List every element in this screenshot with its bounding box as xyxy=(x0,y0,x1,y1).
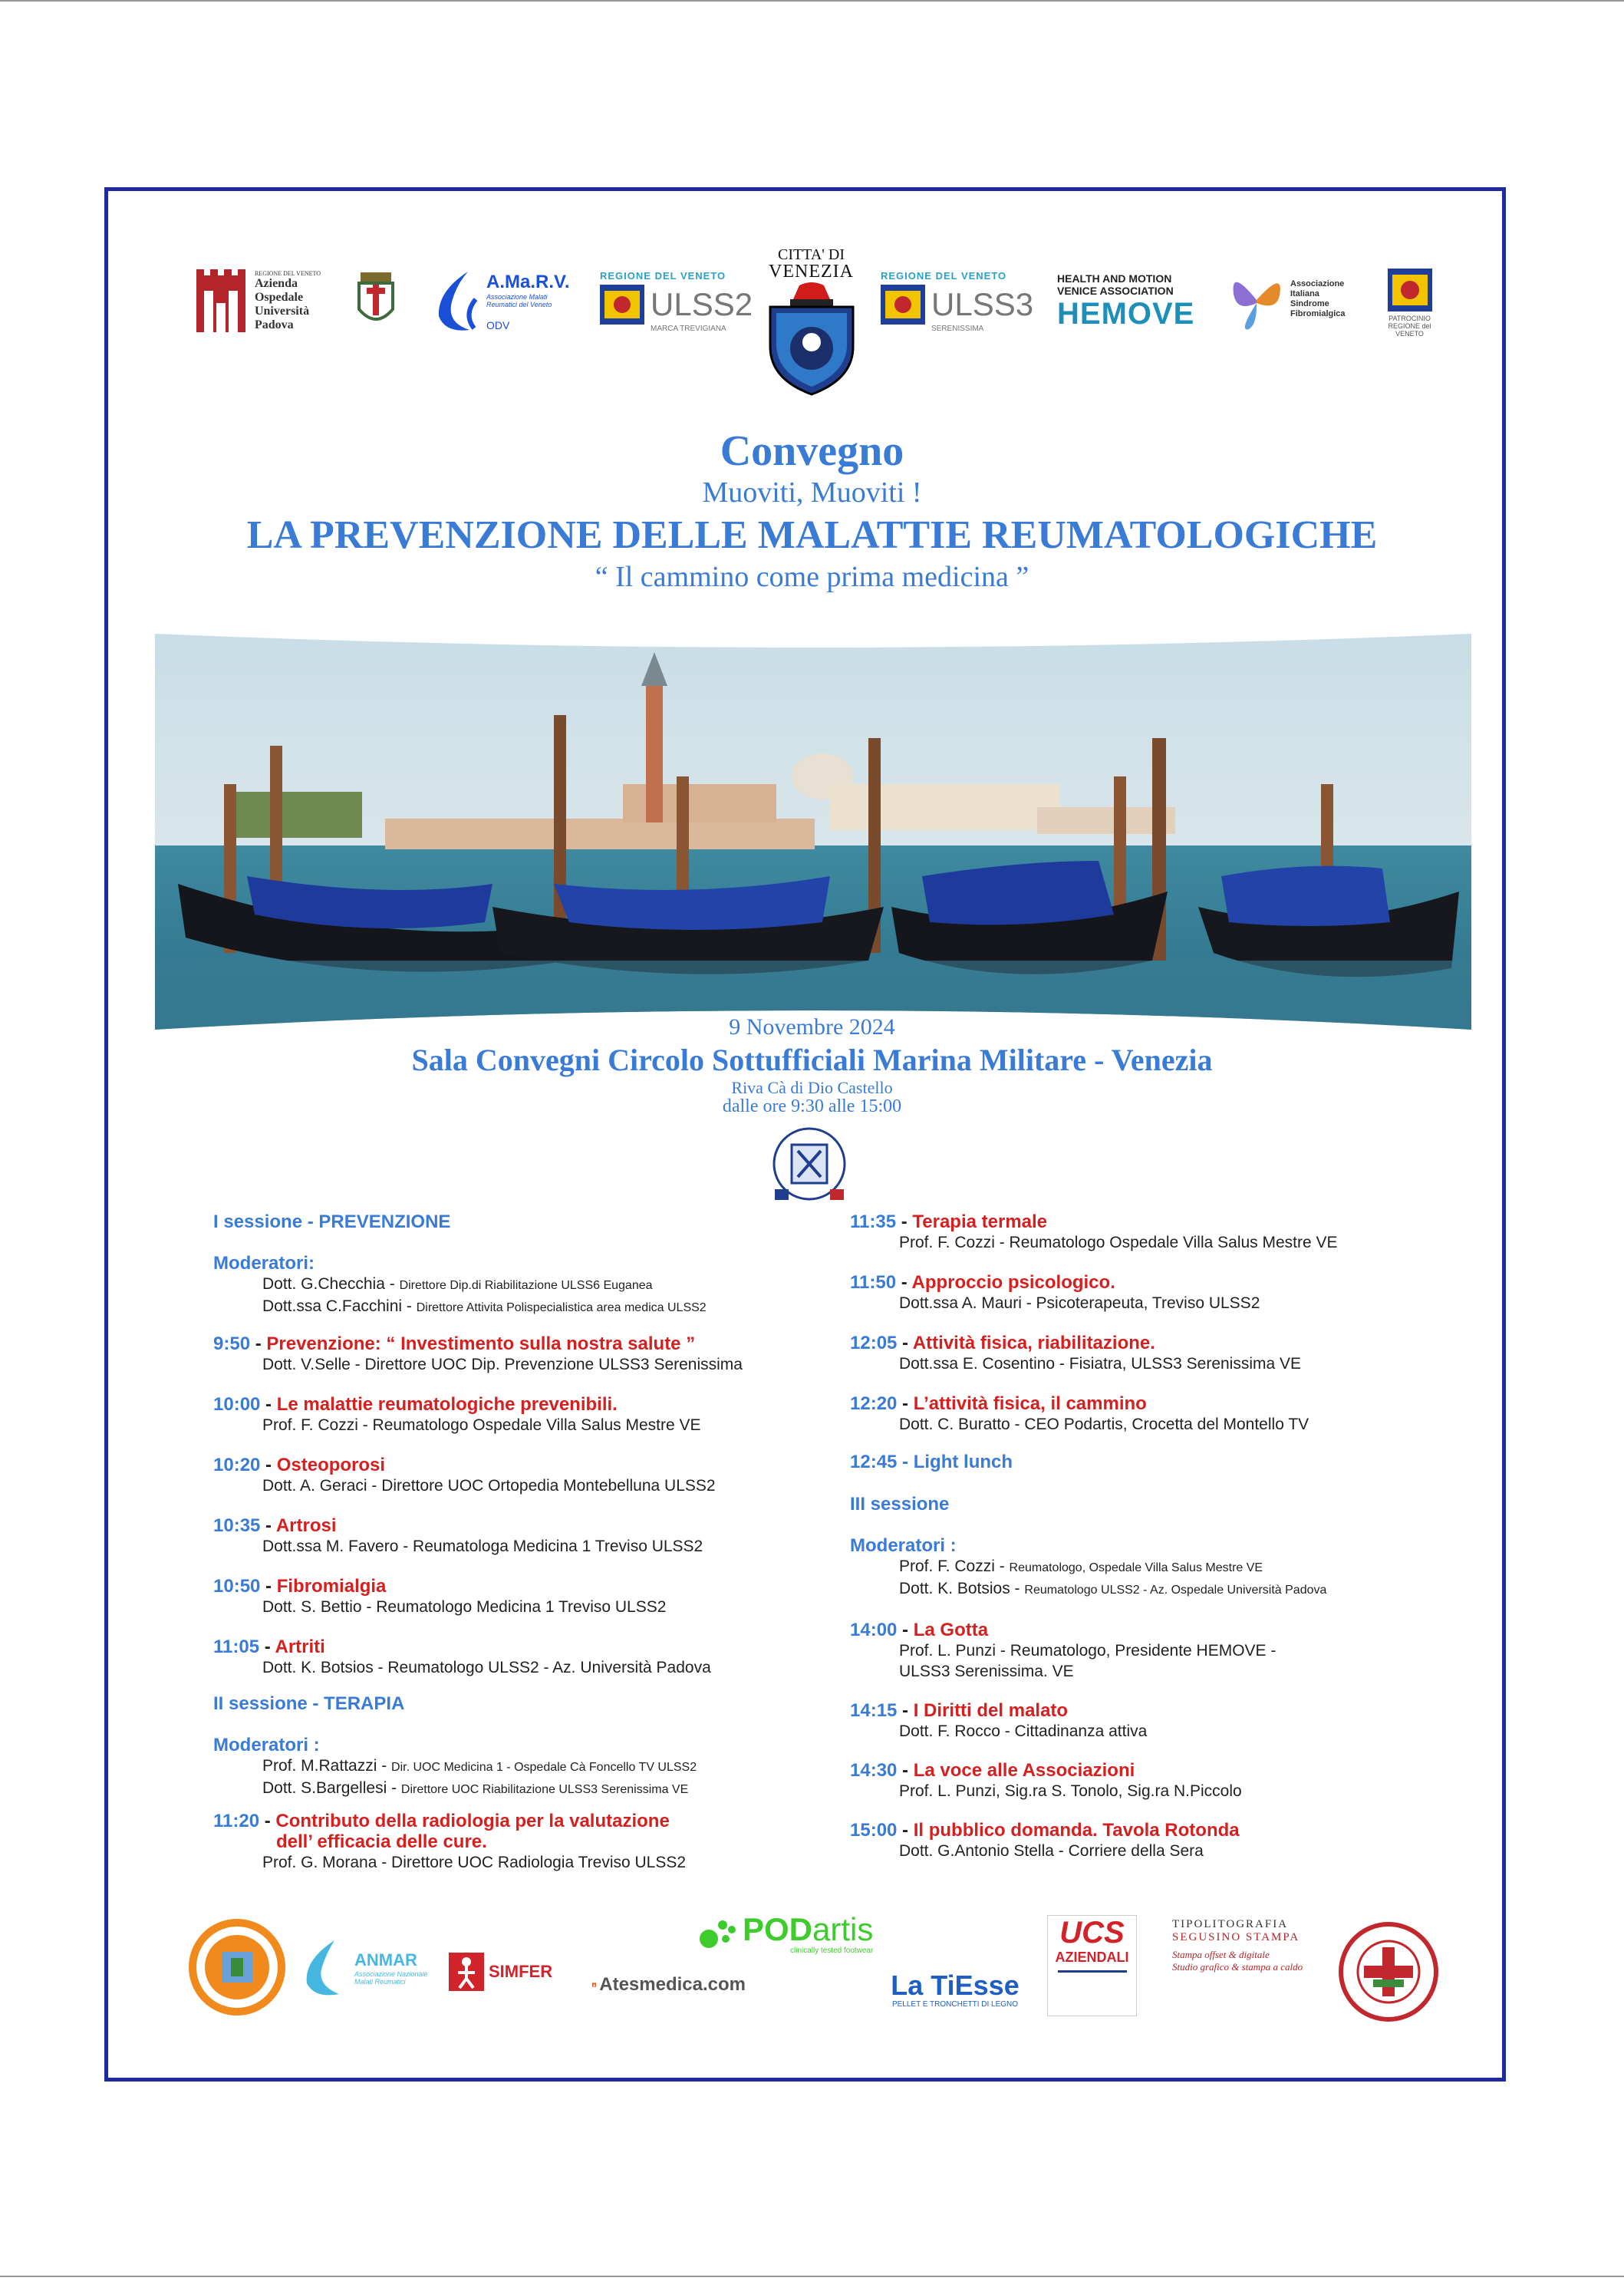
moderator-role: Reumatologo ULSS2 - Az. Ospedale Università Padova xyxy=(1024,1584,1327,1597)
dash: - xyxy=(259,1637,275,1657)
time: 9:50 xyxy=(213,1333,251,1354)
speaker: Prof. L. Punzi, Sig.ra S. Tonolo, Sig.ra N.Piccolo xyxy=(899,1782,1242,1800)
tipolitografia-logo xyxy=(1172,1918,1318,2010)
dash: - xyxy=(897,1820,914,1841)
lion-flag-icon xyxy=(600,285,644,325)
lion-flag-icon xyxy=(1388,269,1432,311)
time: 11:35 xyxy=(850,1211,897,1232)
ucs-aziendali-logo xyxy=(1047,1915,1137,2016)
dash: - xyxy=(897,1620,914,1640)
moderator-name: Dott. G.Checchia - xyxy=(262,1275,400,1293)
dash: - xyxy=(260,1455,277,1475)
azienda-ospedale-padova-logo xyxy=(184,265,330,338)
moderator-role: Reumatologo, Ospedale Villa Salus Mestre VE xyxy=(1009,1561,1263,1574)
topic: Le malattie reumatologiche prevenibili. xyxy=(276,1394,618,1415)
moderator-role: Direttore UOC Riabilitazione ULSS3 Serenissima VE xyxy=(400,1783,689,1796)
moderator-line xyxy=(850,1556,1456,1578)
moderator-line xyxy=(850,1578,1456,1600)
patrocinio-regione-logo xyxy=(1373,265,1446,341)
moderator-name: Dott. K. Botsios - xyxy=(899,1580,1025,1597)
program-item xyxy=(850,1211,1456,1232)
speaker: Dott.ssa E. Cosentino - Fisiatra, ULSS3 Serenissima VE xyxy=(899,1355,1302,1373)
ulss3-name: ULSS3 xyxy=(931,285,1034,322)
simfer-logo xyxy=(449,1949,583,1995)
hemove-logo xyxy=(1057,265,1195,338)
dash: - xyxy=(897,1393,914,1414)
amarv-title: A.Ma.R.V. xyxy=(486,271,570,292)
topic: La Gotta xyxy=(913,1620,989,1640)
padova-line: Azienda xyxy=(254,277,298,290)
topic: La voce alle Associazioni xyxy=(913,1760,1135,1781)
ordine-medici-padova-seal xyxy=(1336,1920,1441,2024)
anmar-sub: Associazione Nazionale Malati Reumatici xyxy=(354,1970,428,1986)
topic: Prevenzione: “ Investimento sulla nostra salute ” xyxy=(266,1333,696,1354)
topic: Osteoporosi xyxy=(276,1455,386,1475)
patrocinio-text: PATROCINIO REGIONE del VENETO xyxy=(1388,315,1431,338)
moderator-name: Prof. F. Cozzi - xyxy=(899,1557,1010,1575)
time: 11:50 xyxy=(850,1272,897,1293)
speaker: Dott.ssa A. Mauri - Psicoterapeuta, Treviso ULSS2 xyxy=(899,1294,1260,1312)
moderators-label: Moderatori : xyxy=(850,1535,957,1556)
dash: - xyxy=(896,1272,912,1293)
ulss3-region: REGIONE DEL VENETO xyxy=(881,269,1007,282)
dash: - xyxy=(897,1700,914,1721)
padova-line: Ospedale xyxy=(254,291,304,304)
ulss2-region: REGIONE DEL VENETO xyxy=(600,269,726,282)
event-venue: Sala Convegni Circolo Sottufficiali Marina Militare - Venezia xyxy=(411,1043,1213,1077)
event-date: 9 Novembre 2024 xyxy=(729,1014,895,1040)
dash: - xyxy=(897,1333,913,1353)
padova-region: REGIONE DEL VENETO xyxy=(254,270,321,277)
time: 12:20 xyxy=(850,1393,898,1414)
lion-flag-icon xyxy=(881,285,925,325)
simfer-name: SIMFER xyxy=(489,1962,553,1981)
tipo-line4: Studio grafico & stampa a caldo xyxy=(1172,1961,1303,1973)
tipo-line2: SEGUSINO STAMPA xyxy=(1172,1931,1300,1943)
program-item xyxy=(213,1811,796,1831)
program-item xyxy=(850,1700,1456,1721)
ulss2-sub: MARCA TREVIGIANA xyxy=(651,324,726,333)
podartis-artis: artis xyxy=(812,1910,874,1947)
time: 10:00 xyxy=(213,1394,261,1415)
podartis-sub: clinically tested footwear xyxy=(789,1946,874,1955)
butterfly-icon xyxy=(1226,263,1287,336)
dash: - xyxy=(260,1515,276,1536)
topic: Contributo della radiologia per la valutazione xyxy=(275,1811,670,1831)
time: 14:30 xyxy=(850,1760,898,1781)
topic: Fibromialgia xyxy=(276,1576,387,1597)
topic: dell’ efficacia delle cure. xyxy=(276,1831,487,1852)
time: 11:05 xyxy=(213,1637,260,1657)
time: 10:35 xyxy=(213,1515,261,1536)
tipo-line3: Stampa offset & digitale xyxy=(1172,1949,1270,1960)
time: 15:00 xyxy=(850,1820,898,1841)
amarv-logo xyxy=(430,265,583,338)
padova-line: Università xyxy=(254,305,310,318)
subtitle-quote: “ Il cammino come prima medicina ” xyxy=(595,561,1029,593)
topic: L’attività fisica, il cammino xyxy=(913,1393,1147,1414)
topic: Attività fisica, riabilitazione. xyxy=(912,1333,1155,1353)
ulss3-logo xyxy=(881,265,1034,338)
wave-icon xyxy=(298,1937,351,1999)
moderator-line xyxy=(213,1274,796,1296)
hemove-name: HEMOVE xyxy=(1057,296,1195,331)
speaker: Dott. G.Antonio Stella - Corriere della Sera xyxy=(899,1842,1204,1860)
citta-di-venezia-logo xyxy=(759,247,863,414)
program-item xyxy=(213,1455,796,1475)
la-tiesse-name: La TiEsse xyxy=(891,1969,1020,2001)
speaker: Dott. C. Buratto - CEO Podartis, Crocetta del Montello TV xyxy=(899,1416,1309,1433)
program-item xyxy=(213,1515,796,1536)
venezia-line1: CITTA' DI xyxy=(778,246,845,263)
program-left-column xyxy=(213,1211,796,1873)
program-item xyxy=(213,1333,796,1354)
aisf-sub: Associazione Italiana Sindrome Fibromialgica xyxy=(1290,279,1346,318)
program-item xyxy=(850,1820,1456,1841)
top-rule xyxy=(0,0,1624,2)
bottom-rule xyxy=(0,2276,1624,2277)
moderators-label: Moderatori: xyxy=(213,1253,315,1274)
convegno-title: Convegno xyxy=(720,427,904,475)
speaker: Prof. L. Punzi - Reumatologo, Presidente HEMOVE - xyxy=(899,1642,1276,1660)
moderator-name: Dott. S.Bargellesi - xyxy=(262,1779,401,1797)
session-1-title: I sessione - PREVENZIONE xyxy=(213,1211,451,1232)
moderator-line xyxy=(213,1296,796,1318)
light-lunch: 12:45 - Light lunch xyxy=(850,1452,1013,1472)
atesmedica-logo xyxy=(592,1970,746,1999)
time: 11:20 xyxy=(213,1811,260,1831)
program-right-column xyxy=(850,1211,1456,1861)
topic: I Diritti del malato xyxy=(913,1700,1069,1721)
dash: - xyxy=(259,1811,276,1831)
speaker: Dott. S. Bettio - Reumatologo Medicina 1 Treviso ULSS2 xyxy=(262,1598,667,1616)
topic-continuation xyxy=(213,1831,796,1852)
speaker: Prof. F. Cozzi - Reumatologo Ospedale Villa Salus Mestre VE xyxy=(899,1234,1338,1251)
podartis-pod: POD xyxy=(743,1910,813,1947)
hemove-line2: VENICE ASSOCIATION xyxy=(1057,284,1174,297)
dash: - xyxy=(260,1394,277,1415)
dash: - xyxy=(897,1760,914,1781)
hemove-line1: HEALTH AND MOTION xyxy=(1057,272,1172,285)
speaker: Prof. F. Cozzi - Reumatologo Ospedale Villa Salus Mestre VE xyxy=(262,1416,701,1434)
speaker: Dott. V.Selle - Direttore UOC Dip. Prevenzione ULSS3 Serenissima xyxy=(262,1356,743,1373)
program-item xyxy=(213,1394,796,1415)
speaker: ULSS3 Serenissima. VE xyxy=(899,1663,1074,1680)
time: 14:15 xyxy=(850,1700,898,1721)
main-title: LA PREVENZIONE DELLE MALATTIE REUMATOLOGICHE xyxy=(246,513,1378,557)
castle-icon xyxy=(193,269,249,334)
program-item xyxy=(850,1760,1456,1781)
event-address: Riva Cà di Dio Castello xyxy=(731,1078,893,1097)
comune-crest-logo xyxy=(349,265,403,338)
topic: Artriti xyxy=(275,1637,325,1657)
anmar-logo xyxy=(298,1933,443,2002)
speaker: Dott. K. Botsios - Reumatologo ULSS2 - Az. Università Padova xyxy=(262,1659,711,1676)
ucs-divider xyxy=(1058,1970,1127,1973)
speaker: Prof. G. Morana - Direttore UOC Radiologia Treviso ULSS2 xyxy=(262,1854,687,1871)
tipo-line1: TIPOLITOGRAFIA xyxy=(1172,1918,1289,1930)
time: 14:00 xyxy=(850,1620,898,1640)
moderator-role: Direttore Attivita Polispecialistica area medica ULSS2 xyxy=(416,1301,707,1314)
topic: Artrosi xyxy=(275,1515,337,1536)
moderator-role: Direttore Dip.di Riabilitazione ULSS6 Euganea xyxy=(399,1279,653,1292)
program-item xyxy=(850,1333,1456,1353)
program-item xyxy=(850,1620,1456,1640)
circolo-sottufficiali-emblem xyxy=(767,1122,852,1206)
simfer-figure-icon xyxy=(449,1953,484,1991)
time: 10:20 xyxy=(213,1455,261,1475)
speaker: Dott. A. Geraci - Direttore UOC Ortopedia Montebelluna ULSS2 xyxy=(262,1477,716,1495)
moderator-name: Dott.ssa C.Facchini - xyxy=(262,1297,417,1315)
ulss2-logo xyxy=(600,265,753,338)
venezia-line2: VENEZIA xyxy=(769,262,854,282)
event-hours: dalle ore 9:30 alle 15:00 xyxy=(722,1096,902,1116)
moderator-role: Dir. UOC Medicina 1 - Ospedale Cà Foncello TV ULSS2 xyxy=(391,1761,697,1774)
tagline: Muoviti, Muoviti ! xyxy=(702,476,922,509)
moderators-label: Moderatori : xyxy=(213,1735,320,1755)
program-item xyxy=(213,1576,796,1597)
time: 10:50 xyxy=(213,1576,261,1597)
topic: Il pubblico domanda. Tavola Rotonda xyxy=(913,1820,1240,1841)
moderator-name: Prof. M.Rattazzi - xyxy=(262,1757,392,1775)
program-item xyxy=(850,1393,1456,1414)
ucs-name: UCS xyxy=(1059,1916,1125,1950)
dash: - xyxy=(260,1576,277,1597)
moderator-line xyxy=(213,1778,796,1800)
topic: Approccio psicologico. xyxy=(911,1272,1115,1293)
speaker: Dott. F. Rocco - Cittadinanza attiva xyxy=(899,1722,1148,1740)
la-tiesse-sub: PELLET E TRONCHETTI DI LEGNO xyxy=(891,1999,1019,2009)
session-2-title: II sessione - TERAPIA xyxy=(213,1693,405,1714)
ucs-sub: AZIENDALI xyxy=(1055,1950,1129,1965)
ulss2-name: ULSS2 xyxy=(651,285,753,322)
podartis-logo xyxy=(698,1907,928,1960)
ulss3-sub: SERENISSIMA xyxy=(931,324,984,333)
time: 12:05 xyxy=(850,1333,898,1353)
footprint-dots-icon xyxy=(698,1916,740,1951)
venice-gondolas-photo xyxy=(155,631,1471,1033)
session-3-title: III sessione xyxy=(850,1494,950,1515)
topic: Terapia termale xyxy=(912,1211,1048,1232)
aisf-logo xyxy=(1226,261,1352,338)
speaker: Dott.ssa M. Favero - Reumatologa Medicina 1 Treviso ULSS2 xyxy=(262,1538,703,1555)
anmar-name: ANMAR xyxy=(354,1950,417,1970)
padova-line: Padova xyxy=(254,318,294,331)
amarv-sub: Associazione Malati Reumatici del Veneto xyxy=(486,292,552,308)
dash: - xyxy=(250,1333,267,1354)
wave-icon xyxy=(430,269,483,335)
venezia-shield-icon xyxy=(766,281,858,396)
dash: - xyxy=(896,1211,913,1232)
atesmedica-mark-icon xyxy=(592,1973,596,1996)
atesmedica-name: Atesmedica.com xyxy=(599,1974,746,1995)
program-item xyxy=(213,1637,796,1657)
amarv-odv: ODV xyxy=(486,318,510,331)
program-item xyxy=(850,1272,1456,1293)
moderator-line xyxy=(213,1755,796,1778)
ordine-medici-circle-logo xyxy=(188,1918,286,2016)
crest-icon xyxy=(354,271,397,332)
la-tiesse-logo xyxy=(882,1966,1028,2013)
